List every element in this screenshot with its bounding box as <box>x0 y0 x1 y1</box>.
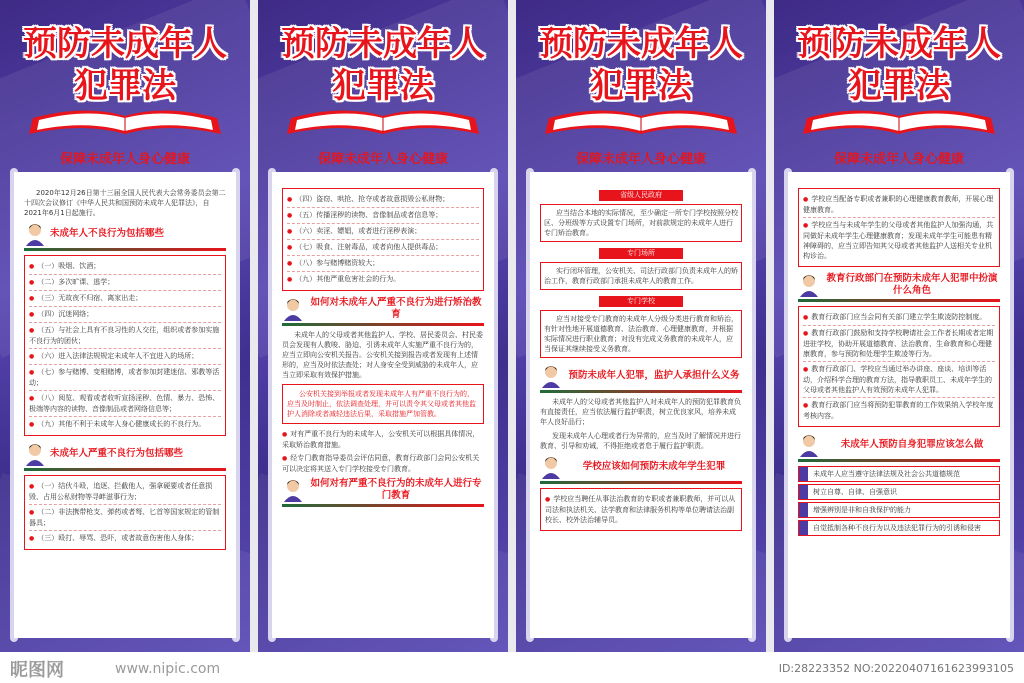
teacher-avatar-icon <box>282 478 304 502</box>
content-card <box>788 172 1010 638</box>
section-heading <box>282 478 484 502</box>
open-book-icon <box>25 108 225 138</box>
point-bar <box>798 520 1000 536</box>
section-underline <box>24 248 226 251</box>
paragraph: 实行闭环管理，公安机关、司法行政部门负责未成年人的矫治工作，教育行政部门承担未成年人的教育工作。 <box>544 267 738 285</box>
paragraph: 未成年人的父母或者其他监护人、学校、居民委员会、村民委员会发现有人教唆、胁迫、引诱未成年人实施严重不良行为的，应当立即向公安机关报告。公安机关接到报告或者发现有上述情形的，应当及时依法查处；对人身安全受到威胁的未成年人，应当立即采取有效保护措施。 <box>282 331 483 379</box>
teacher-avatar-icon <box>798 273 820 297</box>
list-item: ● （四）盗窃、哄抢、抢夺或者故意损毁公私财物； <box>287 192 479 208</box>
tag-label: 省级人民政府 <box>599 190 683 201</box>
bad-behavior-list <box>24 255 226 436</box>
poster-panel-3 <box>516 0 766 652</box>
list-item: ● （七）吸食、注射毒品，或者向他人提供毒品； <box>287 240 479 256</box>
list-item: ● （三）殴打、辱骂、恐吓，或者故意伤害他人身体； <box>29 531 221 546</box>
list-item: ● 学校应当与未成年学生的父母或者其他监护人加强沟通，共同做好未成年学生心理健康教育；发现未成年学生可能患有精神障碍的，应当立即告知其父母或者其他监护人送相关专业机构诊治。 <box>803 218 995 263</box>
site-url: www.nipic.com <box>115 661 221 677</box>
section-heading <box>798 433 1000 457</box>
section-title: 学校应该如何预防未成年学生犯罪 <box>582 461 726 472</box>
section-underline <box>540 390 742 393</box>
list-item: ● （二）多次旷课、逃学； <box>29 275 221 291</box>
open-book-icon <box>283 108 483 138</box>
info-box <box>540 310 742 358</box>
list-item: ● （三）无故夜不归宿、离家出走； <box>29 291 221 307</box>
tag-label: 专门学校 <box>599 296 683 307</box>
list-item: ● （八）阅览、观看或者收听宣扬淫秽、色情、暴力、恐怖、极端等内容的读物、音像制品或者网络信息等； <box>29 391 221 417</box>
section-title: 如何对未成年人严重不良行为进行矫治教育 <box>310 297 482 320</box>
section-heading <box>24 442 226 466</box>
section-heading <box>540 455 742 479</box>
section-heading <box>24 222 226 246</box>
list-item: ● 教育行政部门应当将预防犯罪教育的工作效果纳入学校年度考核内容。 <box>803 398 995 423</box>
list-item: ● （六）进入法律法规规定未成年人不宜进入的场所； <box>29 349 221 365</box>
bullet-item: ● 经专门教育指导委员会评估同意，教育行政部门会同公安机关可以决定将其送入专门学校接受专门教育。 <box>282 453 484 474</box>
content-card <box>530 172 752 638</box>
image-id: ID:28223352 NO:20220407161623993105 <box>778 662 1014 675</box>
list-item: ● 教育行政部门、学校应当通过举办讲座、座谈、培训等活动，介绍科学合理的教育方法，指导教职员工、未成年学生的父母或者其他监护人有效预防未成年人犯罪。 <box>803 362 995 398</box>
section-title: 如何对有严重不良行为的未成年人进行专门教育 <box>310 478 482 501</box>
section-underline <box>282 323 484 326</box>
point-bar <box>798 484 1000 500</box>
point-bar <box>798 502 1000 518</box>
list-item: ● （一）吸烟、饮酒； <box>29 259 221 275</box>
teacher-avatar-icon <box>540 364 562 388</box>
panel-title-line1: 预防未成年人 <box>539 24 743 64</box>
paragraph: 应当对接受专门教育的未成年人分级分类进行教育和矫治，有针对性地开展道德教育、法治教育、心理健康教育，并根据实际情况进行职业教育；对没有完成义务教育的未成年人，应当保证其继续接受义务教育。 <box>544 315 738 353</box>
serious-behavior-list <box>24 475 226 550</box>
list-item: ● （一）结伙斗殴，追逐、拦截他人，强拿硬要或者任意损毁、占用公私财物等寻衅滋事行为； <box>29 479 221 505</box>
section-underline <box>798 459 1000 462</box>
open-book-icon <box>541 108 741 138</box>
info-list <box>540 488 742 531</box>
list-item: ● （五）与社会上具有不良习性的人交往，组织或者参加实施不良行为的团伙； <box>29 323 221 349</box>
content-card <box>14 172 236 638</box>
panel-title-line1: 预防未成年人 <box>281 24 485 64</box>
teacher-avatar-icon <box>24 442 46 466</box>
teacher-avatar-icon <box>798 433 820 457</box>
content-card <box>272 172 494 638</box>
paragraph: 应当结合本地的实际情况，至少确定一所专门学校按照分校区、分班级等方式设置专门场所，对前款规定的未成年人进行专门矫治教育。 <box>544 209 738 237</box>
list-item: ● （九）其他严重危害社会的行为。 <box>287 272 479 287</box>
bullet-item: ● 对有严重不良行为的未成年人，公安机关可以根据具体情况，采取矫治教育措施。 <box>282 429 484 450</box>
section-title: 教育行政部门在预防未成年人犯罪中扮演什么角色 <box>826 273 998 296</box>
teacher-avatar-icon <box>24 222 46 246</box>
section-heading <box>798 273 1000 297</box>
point-text: 增强辨别是非和自我保护的能力 <box>813 506 911 514</box>
panel-title-line1: 预防未成年人 <box>23 24 227 64</box>
point-text: 未成年人应当遵守法律法规及社会公共道德规范 <box>813 470 960 478</box>
serious-behavior-list-continued <box>282 188 484 291</box>
bar-marker <box>799 503 808 517</box>
section-title: 未成年人不良行为包括哪些 <box>50 228 165 239</box>
panel-subtitle: 保障未成年人身心健康 <box>59 152 190 167</box>
panel-subtitle: 保障未成年人身心健康 <box>833 152 964 167</box>
site-logo: 昵图网 <box>10 660 64 681</box>
info-list <box>798 188 1000 267</box>
paragraph: 未成年人的父母或者其他监护人对未成年人的预防犯罪教育负有直接责任，应当依法履行监护职责，树立优良家风，培养未成年人良好品行； <box>540 398 741 426</box>
panel-title-line1: 预防未成年人 <box>797 24 1001 64</box>
list-item: ● （六）卖淫、嫖娼，或者进行淫秽表演； <box>287 224 479 240</box>
point-bar <box>798 466 1000 482</box>
list-item: ● 教育行政部门应当会同有关部门建立学生欺凌防控制度。 <box>803 310 995 326</box>
info-box <box>540 262 742 290</box>
list-item: ● （二）非法携带枪支、弹药或者弩、匕首等国家规定的管制器具； <box>29 505 221 531</box>
section-underline <box>282 504 484 507</box>
list-item: ● （七）参与赌博、变相赌博，或者参加封建迷信、邪教等活动； <box>29 365 221 391</box>
poster-panel-1 <box>0 0 250 652</box>
poster-panel-2 <box>258 0 508 652</box>
highlight-box: 公安机关接到举报或者发现未成年人有严重不良行为的，应当及时制止，依法调查处理，并可以责令其父母或者其他监护人消除或者减轻违法后果，采取措施严加管教。 <box>282 384 484 424</box>
section-title: 预防未成年人犯罪，监护人承担什么义务 <box>568 370 740 381</box>
section-heading <box>282 297 484 321</box>
section-underline <box>798 299 1000 302</box>
panel-title-line2: 犯罪法 <box>74 66 176 106</box>
teacher-avatar-icon <box>282 297 304 321</box>
info-box <box>540 204 742 242</box>
paragraph: 发现未成年人心理或者行为异常的，应当及时了解情况并进行教育、引导和劝诫，不得拒绝或者怠于履行监护职责。 <box>540 432 741 450</box>
tag-label: 专门场所 <box>599 248 683 259</box>
list-item: ● （四）沉迷网络； <box>29 307 221 323</box>
panel-title-line2: 犯罪法 <box>590 66 692 106</box>
teacher-avatar-icon <box>540 455 562 479</box>
list-item: ● （八）参与赌博赌资较大； <box>287 256 479 272</box>
poster-panel-4 <box>774 0 1024 652</box>
bar-marker <box>799 485 808 499</box>
panel-subtitle: 保障未成年人身心健康 <box>575 152 706 167</box>
open-book-icon <box>799 108 999 138</box>
list-item: ● 学校应当聘任从事法治教育的专职或者兼职教师，并可以从司法和执法机关、法学教育和法律服务机构等单位聘请法治副校长、校外法治辅导员。 <box>545 492 737 527</box>
bar-marker <box>799 521 808 535</box>
point-text: 自觉抵制各种不良行为以及违法犯罪行为的引诱和侵害 <box>813 524 981 532</box>
section-title: 未成年人预防自身犯罪应该怎么做 <box>840 439 984 450</box>
list-item: ● （九）其他不利于未成年人身心健康成长的不良行为。 <box>29 417 221 432</box>
section-title: 未成年人严重不良行为包括哪些 <box>50 448 184 459</box>
info-list <box>798 306 1000 427</box>
section-heading <box>540 364 742 388</box>
section-underline <box>24 468 226 471</box>
intro-text: 2020年12月26日第十三届全国人民代表大会常务委员会第二十四次会议修订《中华人民共和国预防未成年人犯罪法》，自2021年6月1日起施行。 <box>24 189 226 217</box>
panel-title-line2: 犯罪法 <box>848 66 950 106</box>
list-item: ● （五）传播淫秽的读物、音像制品或者信息等； <box>287 208 479 224</box>
watermark-footer <box>0 652 1024 683</box>
section-underline <box>540 481 742 484</box>
list-item: ● 教育行政部门鼓励和支持学校聘请社会工作者长期或者定期进驻学校，协助开展道德教育、法治教育、生命教育和心理健康教育，参与预防和处理学生欺凌等行为。 <box>803 326 995 362</box>
panel-subtitle: 保障未成年人身心健康 <box>317 152 448 167</box>
panel-title-line2: 犯罪法 <box>332 66 434 106</box>
point-text: 树立自尊、自律、自强意识 <box>813 488 897 496</box>
list-item: ● 学校应当配备专职或者兼职的心理健康教育教师，开展心理健康教育。 <box>803 192 995 218</box>
bar-marker <box>799 467 808 481</box>
